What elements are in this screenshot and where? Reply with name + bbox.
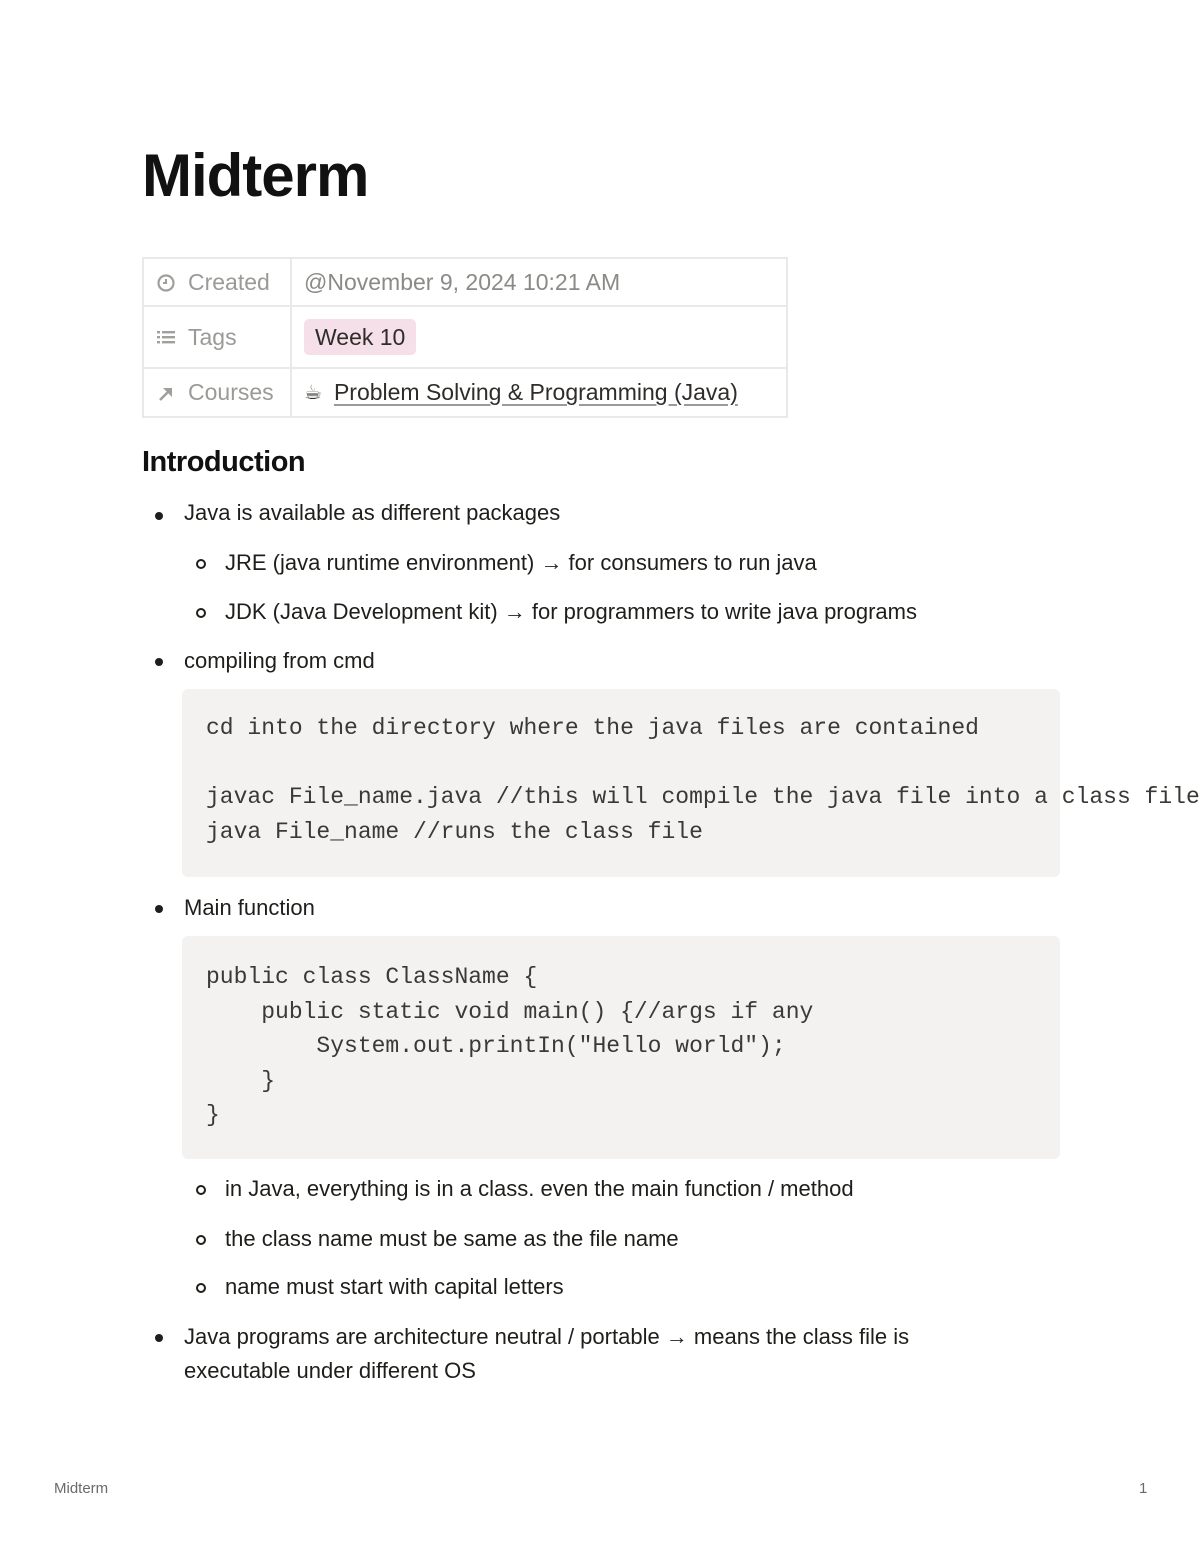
code-block-main (182, 936, 1060, 1159)
circle-bullet-icon (196, 1283, 206, 1293)
properties-table (142, 257, 788, 418)
list-item: Main function (184, 895, 315, 920)
page-number: 1 (1139, 1480, 1148, 1497)
course-link[interactable]: Problem Solving & Programming (Java) (333, 379, 738, 405)
circle-bullet-icon (196, 1185, 206, 1195)
property-row-tags (143, 306, 787, 368)
code-text: cd into the directory where the java files are contained javac File_name.java //this will compile the java file into a class file java File_name //runs the class file (206, 715, 1200, 845)
list-item: in Java, everything is in a class. even the main function / method (225, 1176, 854, 1201)
property-row-created (143, 258, 787, 306)
bullet-icon (155, 905, 163, 913)
list-icon (156, 327, 176, 347)
created-date-value[interactable]: @November 9, 2024 10:21 AM (304, 268, 621, 295)
code-block-compile (182, 689, 1200, 877)
list-item: Java is available as different packages (184, 500, 561, 525)
footer-title: Midterm (54, 1480, 109, 1497)
bullet-icon (155, 512, 163, 520)
bullet-icon (155, 658, 163, 666)
list-item: the class name must be same as the file name (225, 1226, 679, 1251)
property-label-created: Created (188, 268, 270, 295)
page-title: Midterm (142, 142, 369, 209)
list-item: JDK (Java Development kit) → for programmers to write java programs (225, 599, 917, 624)
circle-bullet-icon (196, 1235, 206, 1245)
property-label-tags: Tags (188, 323, 237, 350)
tag-badge[interactable]: Week 10 (304, 319, 416, 355)
list-item: compiling from cmd (184, 648, 375, 673)
property-row-courses (143, 368, 787, 417)
section-heading: Introduction (142, 446, 306, 478)
list-item: JRE (java runtime environment) → for consumers to run java (225, 550, 817, 575)
list-item-continuation: executable under different OS (184, 1358, 476, 1383)
coffee-icon: ☕ (304, 382, 322, 404)
code-text: public class ClassName { public static void main() {//args if any System.out.printIn("Hello world"); } } (206, 964, 814, 1128)
bullet-icon (155, 1334, 163, 1342)
list-item: Java programs are architecture neutral / portable → means the class file is (184, 1324, 910, 1349)
circle-bullet-icon (196, 608, 206, 618)
list-item: name must start with capital letters (225, 1274, 564, 1299)
relation-arrow-icon (156, 383, 176, 403)
property-label-courses: Courses (188, 379, 274, 405)
clock-icon (156, 272, 176, 292)
circle-bullet-icon (196, 559, 206, 569)
